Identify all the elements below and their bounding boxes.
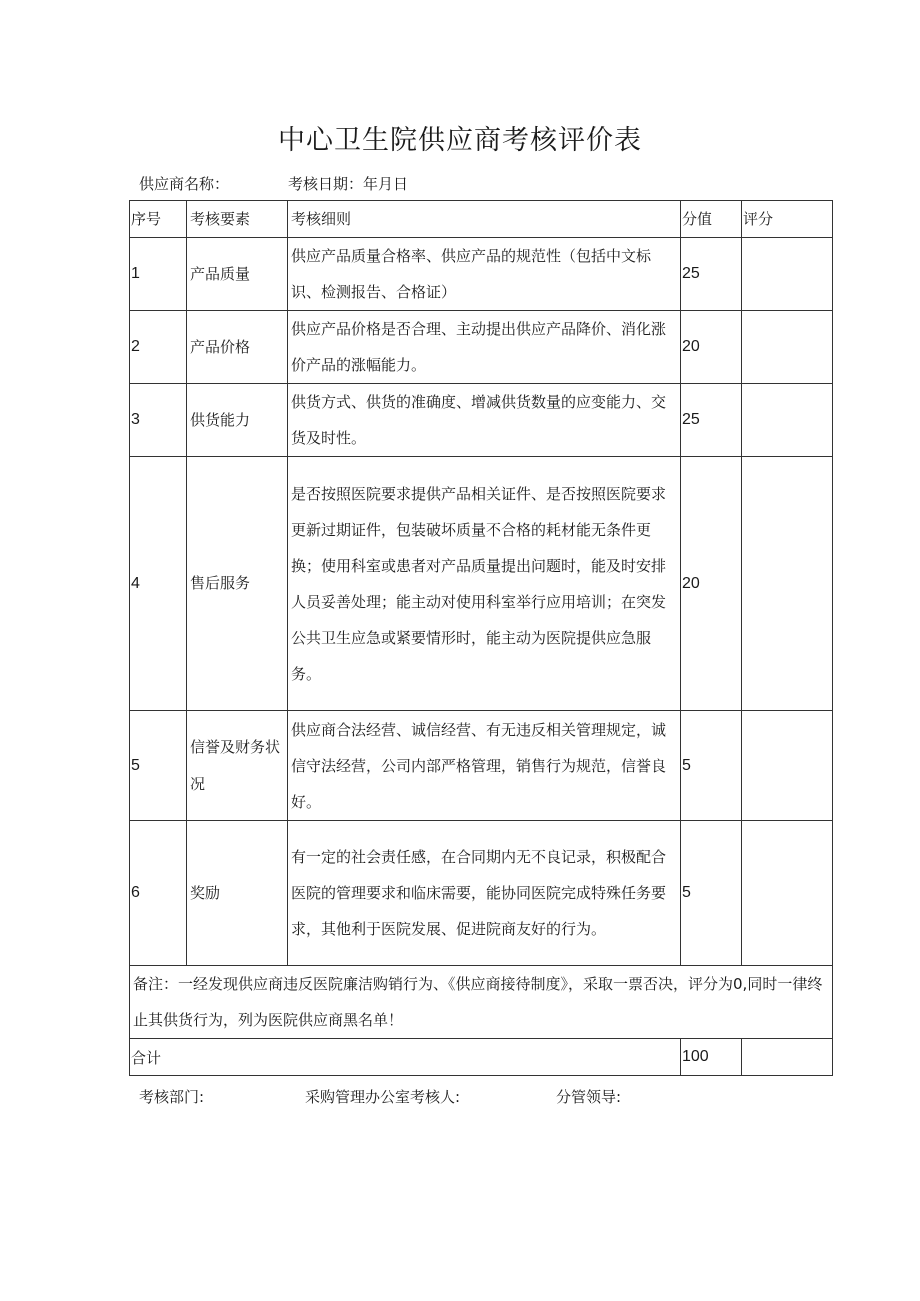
table-row bbox=[130, 384, 833, 457]
table-row bbox=[130, 711, 833, 821]
row-seq: 2 bbox=[130, 311, 187, 384]
row-rating[interactable] bbox=[742, 238, 833, 311]
supplier-name-label: 供应商名称： bbox=[139, 175, 230, 193]
row-element: 奖励 bbox=[187, 821, 288, 966]
footer-assessor-label: 采购管理办公室考核人: bbox=[305, 1088, 461, 1106]
row-detail: 供应产品质量合格率、供应产品的规范性（包括中文标识、检测报告、合格证） bbox=[288, 238, 681, 311]
row-seq: 5 bbox=[130, 711, 187, 821]
row-detail: 有一定的社会责任感，在合同期内无不良记录，积极配合医院的管理要求和临床需要，能协同医院完成特殊任务要求，其他利于医院发展、促进院商友好的行为。 bbox=[288, 821, 681, 966]
row-element: 产品质量 bbox=[187, 238, 288, 311]
header-score: 分值 bbox=[681, 201, 742, 238]
header-element: 考核要素 bbox=[187, 201, 288, 238]
row-element: 供货能力 bbox=[187, 384, 288, 457]
row-detail: 供应商合法经营、诚信经营、有无违反相关管理规定，诚信守法经营，公司内部严格管理，销售行为规范，信誉良好。 bbox=[288, 711, 681, 821]
header-rating: 评分 bbox=[742, 201, 833, 238]
total-label: 合计 bbox=[130, 1039, 681, 1076]
row-score: 5 bbox=[681, 711, 742, 821]
note-row bbox=[130, 966, 833, 1039]
header-detail: 考核细则 bbox=[288, 201, 681, 238]
row-rating[interactable] bbox=[742, 311, 833, 384]
row-seq: 6 bbox=[130, 821, 187, 966]
evaluation-date-label: 考核日期：年月日 bbox=[288, 175, 409, 193]
row-detail: 供货方式、供货的准确度、增减供货数量的应变能力、交货及时性。 bbox=[288, 384, 681, 457]
row-detail: 供应产品价格是否合理、主动提出供应产品降价、消化涨价产品的涨幅能力。 bbox=[288, 311, 681, 384]
footer-leader-label: 分管领导: bbox=[556, 1088, 622, 1106]
row-rating[interactable] bbox=[742, 384, 833, 457]
row-score: 20 bbox=[681, 457, 742, 711]
table-header-row bbox=[130, 201, 833, 238]
header-seq: 序号 bbox=[130, 201, 187, 238]
row-score: 5 bbox=[681, 821, 742, 966]
total-score: 100 bbox=[681, 1039, 742, 1076]
row-seq: 1 bbox=[130, 238, 187, 311]
row-seq: 3 bbox=[130, 384, 187, 457]
table-row bbox=[130, 238, 833, 311]
row-rating[interactable] bbox=[742, 457, 833, 711]
footer-dept-label: 考核部门: bbox=[139, 1088, 205, 1106]
row-rating[interactable] bbox=[742, 821, 833, 966]
table-row bbox=[130, 311, 833, 384]
row-score: 25 bbox=[681, 238, 742, 311]
row-detail: 是否按照医院要求提供产品相关证件、是否按照医院要求更新过期证件，包装破坏质量不合格的耗材能无条件更换；使用科室或患者对产品质量提出问题时，能及时安排人员妥善处理；能主动对使用科室举行应用培训；在突发公共卫生应急或紧要情形时，能主动为医院提供应急服务。 bbox=[288, 457, 681, 711]
total-rating[interactable] bbox=[742, 1039, 833, 1076]
row-rating[interactable] bbox=[742, 711, 833, 821]
row-element: 产品价格 bbox=[187, 311, 288, 384]
row-element: 信誉及财务状况 bbox=[187, 711, 288, 821]
total-row bbox=[130, 1039, 833, 1076]
page-title: 中心卫生院供应商考核评价表 bbox=[278, 125, 642, 156]
table-row bbox=[130, 821, 833, 966]
row-element: 售后服务 bbox=[187, 457, 288, 711]
row-seq: 4 bbox=[130, 457, 187, 711]
table-row bbox=[130, 457, 833, 711]
row-score: 25 bbox=[681, 384, 742, 457]
row-score: 20 bbox=[681, 311, 742, 384]
note-text: 备注：一经发现供应商违反医院廉洁购销行为、《供应商接待制度》，采取一票否决，评分为0,同时一律终止其供货行为，列为医院供应商黑名单！ bbox=[130, 966, 833, 1039]
evaluation-table bbox=[129, 200, 833, 1076]
